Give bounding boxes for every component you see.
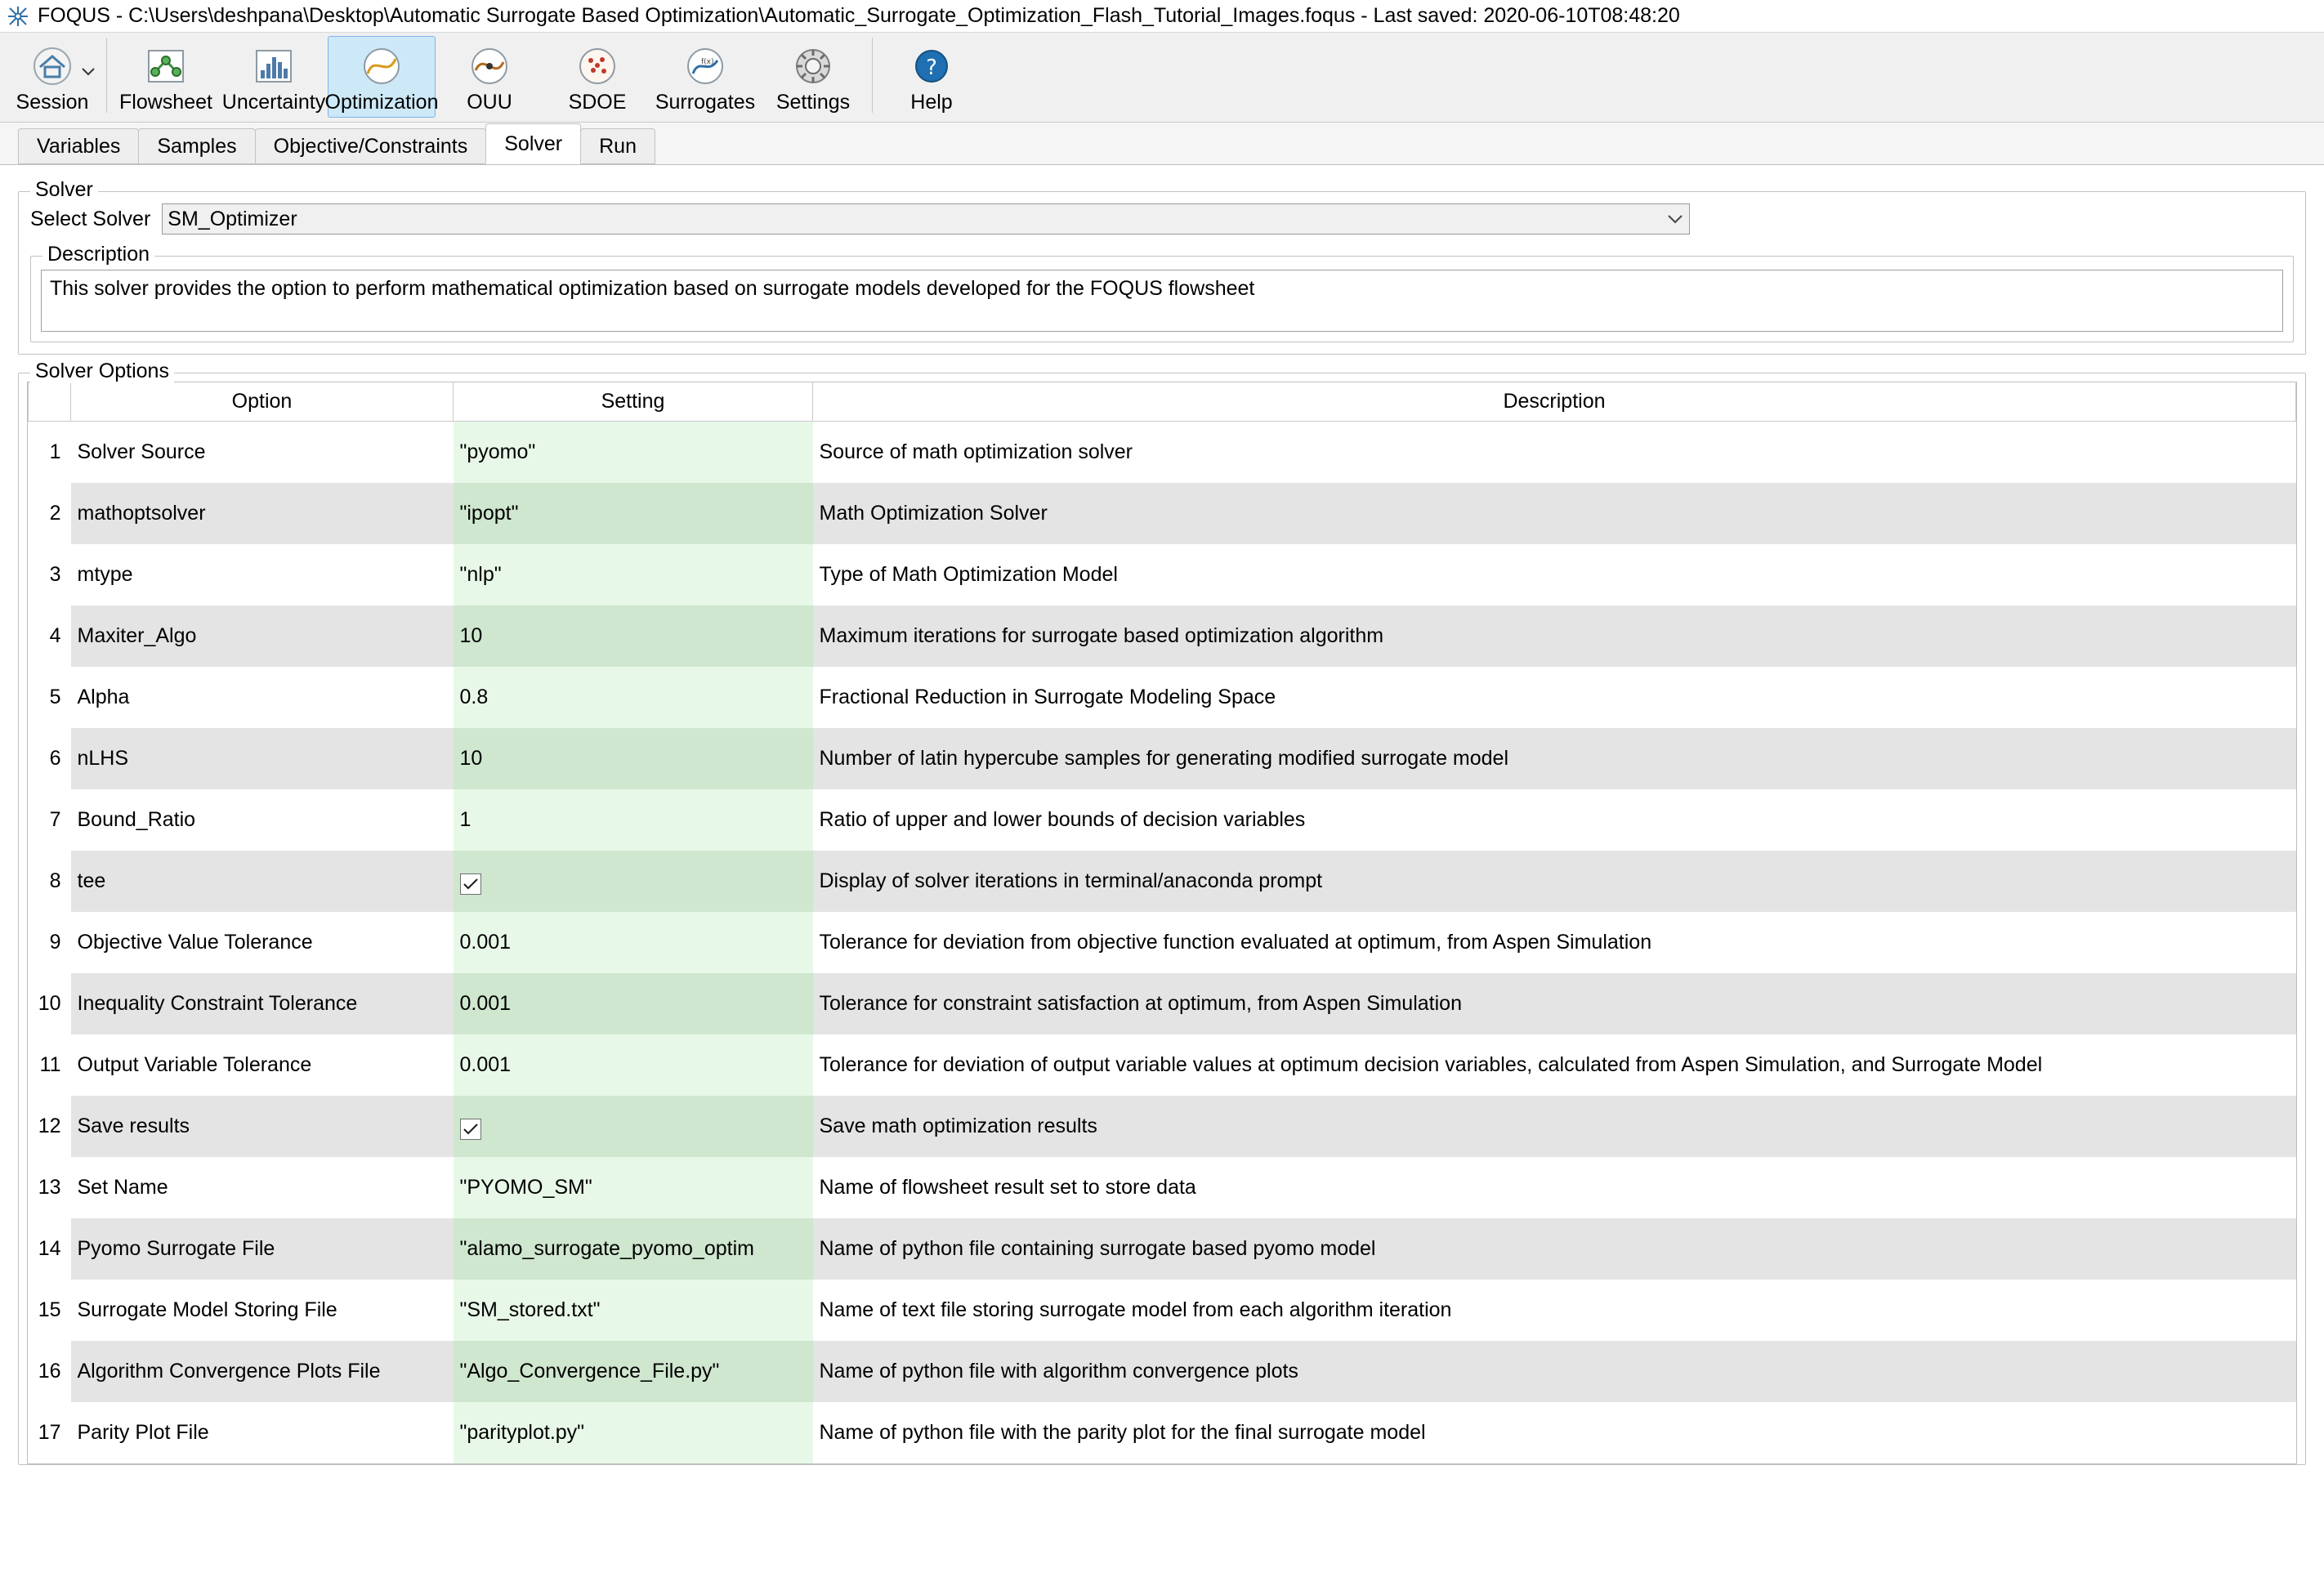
solver-options-table — [28, 382, 2296, 1463]
ribbon-item-settings[interactable] — [759, 36, 867, 118]
option-setting-cell[interactable]: "SM_stored.txt" — [454, 1280, 813, 1341]
table-row[interactable] — [29, 1034, 2296, 1096]
option-name-cell: tee — [71, 851, 454, 912]
solver-select-dropdown[interactable] — [162, 203, 1690, 235]
option-description-cell: Display of solver iterations in terminal/anaconda prompt — [813, 851, 2296, 912]
ribbon-item-flowsheet[interactable] — [112, 36, 220, 118]
solver-group — [18, 178, 2306, 355]
table-row[interactable] — [29, 544, 2296, 605]
row-number: 3 — [29, 544, 71, 605]
option-description-cell: Ratio of upper and lower bounds of decision variables — [813, 789, 2296, 851]
row-number: 7 — [29, 789, 71, 851]
svg-text:?: ? — [926, 56, 937, 80]
ribbon-toolbar — [0, 33, 2324, 123]
tab-strip — [0, 123, 2324, 165]
option-setting-cell[interactable]: 1 — [454, 789, 813, 851]
ribbon-label-surrogates: Surrogates — [655, 91, 756, 114]
row-number: 12 — [29, 1096, 71, 1157]
option-setting-cell[interactable]: 0.001 — [454, 1034, 813, 1096]
option-description-cell: Name of python file with algorithm convergence plots — [813, 1341, 2296, 1402]
row-number: 14 — [29, 1218, 71, 1280]
window-title: FOQUS - C:\Users\deshpana\Desktop\Automatic Surrogate Based Optimization\Automatic_Surrogate_Optimization_Flash_Tutorial_Images.foqus - Last saved: 2020-06-10T08:48:20 — [38, 4, 1680, 27]
row-number: 6 — [29, 728, 71, 789]
solver-options-table-wrap — [27, 382, 2297, 1464]
sdoe-dots-icon — [574, 43, 620, 89]
option-setting-cell[interactable]: 0.001 — [454, 912, 813, 973]
option-name-cell: Algorithm Convergence Plots File — [71, 1341, 454, 1402]
option-description-cell: Tolerance for deviation of output variable values at optimum decision variables, calculated from Aspen Simulation, and Surrogate Model — [813, 1034, 2296, 1096]
option-name-cell: Objective Value Tolerance — [71, 912, 454, 973]
description-group — [30, 243, 2294, 342]
option-description-cell: Type of Math Optimization Model — [813, 544, 2296, 605]
row-number: 11 — [29, 1034, 71, 1096]
tab-variables[interactable] — [18, 128, 139, 164]
table-row[interactable] — [29, 1157, 2296, 1218]
checkbox-checked[interactable] — [460, 1119, 481, 1140]
toolbar-divider-2 — [872, 38, 873, 113]
row-number: 15 — [29, 1280, 71, 1341]
description-group-title: Description — [42, 243, 154, 266]
table-row[interactable] — [29, 1280, 2296, 1341]
ribbon-label-settings: Settings — [775, 91, 851, 114]
foqus-logo-icon — [7, 5, 29, 28]
select-solver-row — [30, 203, 2294, 235]
gear-icon — [790, 43, 836, 89]
ribbon-label-session: Session — [16, 91, 89, 114]
option-setting-cell[interactable]: 0.8 — [454, 667, 813, 728]
option-name-cell: Solver Source — [71, 422, 454, 483]
option-name-cell: Output Variable Tolerance — [71, 1034, 454, 1096]
option-description-cell: Name of text file storing surrogate model from each algorithm iteration — [813, 1280, 2296, 1341]
tab-samples[interactable] — [138, 128, 255, 164]
option-name-cell: Set Name — [71, 1157, 454, 1218]
table-row[interactable] — [29, 1402, 2296, 1463]
option-setting-cell[interactable]: 10 — [454, 728, 813, 789]
table-row[interactable] — [29, 912, 2296, 973]
ribbon-item-ouu[interactable] — [436, 36, 543, 118]
solver-select-value: SM_Optimizer — [168, 207, 297, 230]
tab-label-objective-constraints: Objective/Constraints — [273, 134, 468, 158]
header-option[interactable]: Option — [71, 382, 454, 422]
chevron-down-icon[interactable] — [1668, 204, 1683, 234]
check-icon — [463, 878, 479, 891]
home-icon — [29, 43, 75, 89]
ribbon-label-ouu: OUU — [467, 91, 512, 114]
option-name-cell: Parity Plot File — [71, 1402, 454, 1463]
option-description-cell: Number of latin hypercube samples for generating modified surrogate model — [813, 728, 2296, 789]
checkbox-checked[interactable] — [460, 873, 481, 895]
select-solver-label: Select Solver — [30, 207, 151, 230]
tab-label-variables: Variables — [37, 134, 121, 158]
solver-options-body — [29, 422, 2296, 1463]
row-number: 10 — [29, 973, 71, 1034]
option-description-cell: Name of flowsheet result set to store data — [813, 1157, 2296, 1218]
table-row[interactable] — [29, 483, 2296, 544]
svg-text:f(x): f(x) — [701, 58, 714, 66]
option-description-cell: Fractional Reduction in Surrogate Modeling Space — [813, 667, 2296, 728]
ribbon-item-help[interactable] — [878, 36, 985, 118]
ribbon-item-session[interactable] — [3, 36, 101, 118]
option-name-cell: Surrogate Model Storing File — [71, 1280, 454, 1341]
ribbon-item-optimization[interactable] — [324, 36, 439, 118]
option-setting-cell[interactable] — [454, 851, 813, 912]
ribbon-label-sdoe: SDOE — [568, 91, 627, 114]
solver-group-title: Solver — [30, 178, 98, 202]
help-question-icon — [909, 43, 954, 89]
surrogates-icon — [682, 43, 728, 89]
ribbon-label-uncertainty: Uncertainty — [221, 91, 326, 114]
row-number: 2 — [29, 483, 71, 544]
ribbon-item-sdoe[interactable] — [543, 36, 651, 118]
table-row[interactable] — [29, 973, 2296, 1034]
option-description-cell: Math Optimization Solver — [813, 483, 2296, 544]
flowsheet-graph-icon — [143, 43, 189, 89]
option-description-cell: Save math optimization results — [813, 1096, 2296, 1157]
option-setting-cell[interactable]: 0.001 — [454, 973, 813, 1034]
solver-options-group-title: Solver Options — [30, 360, 174, 383]
table-row[interactable] — [29, 1096, 2296, 1157]
row-number: 1 — [29, 422, 71, 483]
option-setting-cell[interactable] — [454, 1096, 813, 1157]
row-number: 8 — [29, 851, 71, 912]
title-bar — [0, 0, 2324, 33]
table-row[interactable] — [29, 605, 2296, 667]
table-row[interactable] — [29, 667, 2296, 728]
option-description-cell: Maximum iterations for surrogate based optimization algorithm — [813, 605, 2296, 667]
option-setting-cell[interactable]: "parityplot.py" — [454, 1402, 813, 1463]
check-icon — [463, 1123, 479, 1136]
table-row[interactable] — [29, 728, 2296, 789]
option-setting-cell[interactable]: "nlp" — [454, 544, 813, 605]
ribbon-label-optimization: Optimization — [324, 91, 439, 114]
table-row[interactable] — [29, 1218, 2296, 1280]
tab-objective-constraints[interactable] — [255, 128, 487, 164]
tab-label-run: Run — [599, 134, 637, 158]
header-setting[interactable]: Setting — [454, 382, 813, 422]
option-name-cell: Alpha — [71, 667, 454, 728]
chevron-down-icon[interactable] — [81, 65, 96, 79]
ouu-icon — [467, 43, 512, 89]
option-name-cell: mtype — [71, 544, 454, 605]
bar-chart-icon — [251, 43, 297, 89]
row-number: 13 — [29, 1157, 71, 1218]
option-setting-cell[interactable]: "pyomo" — [454, 422, 813, 483]
table-row[interactable] — [29, 1341, 2296, 1402]
solver-options-group — [18, 360, 2306, 1465]
option-name-cell: Save results — [71, 1096, 454, 1157]
table-row[interactable] — [29, 789, 2296, 851]
row-number: 4 — [29, 605, 71, 667]
tab-solver[interactable] — [485, 123, 581, 164]
row-number: 9 — [29, 912, 71, 973]
ribbon-label-flowsheet: Flowsheet — [119, 91, 212, 114]
option-name-cell: Maxiter_Algo — [71, 605, 454, 667]
option-name-cell: nLHS — [71, 728, 454, 789]
ribbon-label-help: Help — [910, 91, 953, 114]
option-description-cell: Name of python file containing surrogate based pyomo model — [813, 1218, 2296, 1280]
option-name-cell: mathoptsolver — [71, 483, 454, 544]
table-row[interactable] — [29, 851, 2296, 912]
tab-label-samples: Samples — [157, 134, 237, 158]
tab-label-solver: Solver — [504, 132, 563, 155]
row-number: 5 — [29, 667, 71, 728]
toolbar-divider — [106, 38, 107, 113]
table-row[interactable] — [29, 422, 2296, 483]
option-name-cell: Pyomo Surrogate File — [71, 1218, 454, 1280]
header-description[interactable]: Description — [813, 382, 2296, 422]
option-name-cell: Bound_Ratio — [71, 789, 454, 851]
solver-description-text: This solver provides the option to perform mathematical optimization based on surrogate models developed for the FOQUS flowsheet — [41, 270, 2283, 332]
option-setting-cell[interactable]: "PYOMO_SM" — [454, 1157, 813, 1218]
tab-run[interactable] — [580, 128, 655, 164]
option-name-cell: Inequality Constraint Tolerance — [71, 973, 454, 1034]
option-description-cell: Tolerance for deviation from objective function evaluated at optimum, from Aspen Simulation — [813, 912, 2296, 973]
option-setting-cell[interactable]: "alamo_surrogate_pyomo_optim — [454, 1218, 813, 1280]
option-description-cell: Tolerance for constraint satisfaction at optimum, from Aspen Simulation — [813, 973, 2296, 1034]
solver-page — [0, 165, 2324, 1465]
row-number: 17 — [29, 1402, 71, 1463]
row-number: 16 — [29, 1341, 71, 1402]
ribbon-item-uncertainty[interactable] — [220, 36, 328, 118]
option-setting-cell[interactable]: 10 — [454, 605, 813, 667]
option-setting-cell[interactable]: "ipopt" — [454, 483, 813, 544]
option-description-cell: Name of python file with the parity plot for the final surrogate model — [813, 1402, 2296, 1463]
optimization-curve-icon — [359, 43, 404, 89]
table-header-row — [29, 382, 2296, 422]
header-rownum — [29, 382, 71, 422]
ribbon-item-surrogates[interactable] — [651, 36, 759, 118]
option-setting-cell[interactable]: "Algo_Convergence_File.py" — [454, 1341, 813, 1402]
option-description-cell: Source of math optimization solver — [813, 422, 2296, 483]
